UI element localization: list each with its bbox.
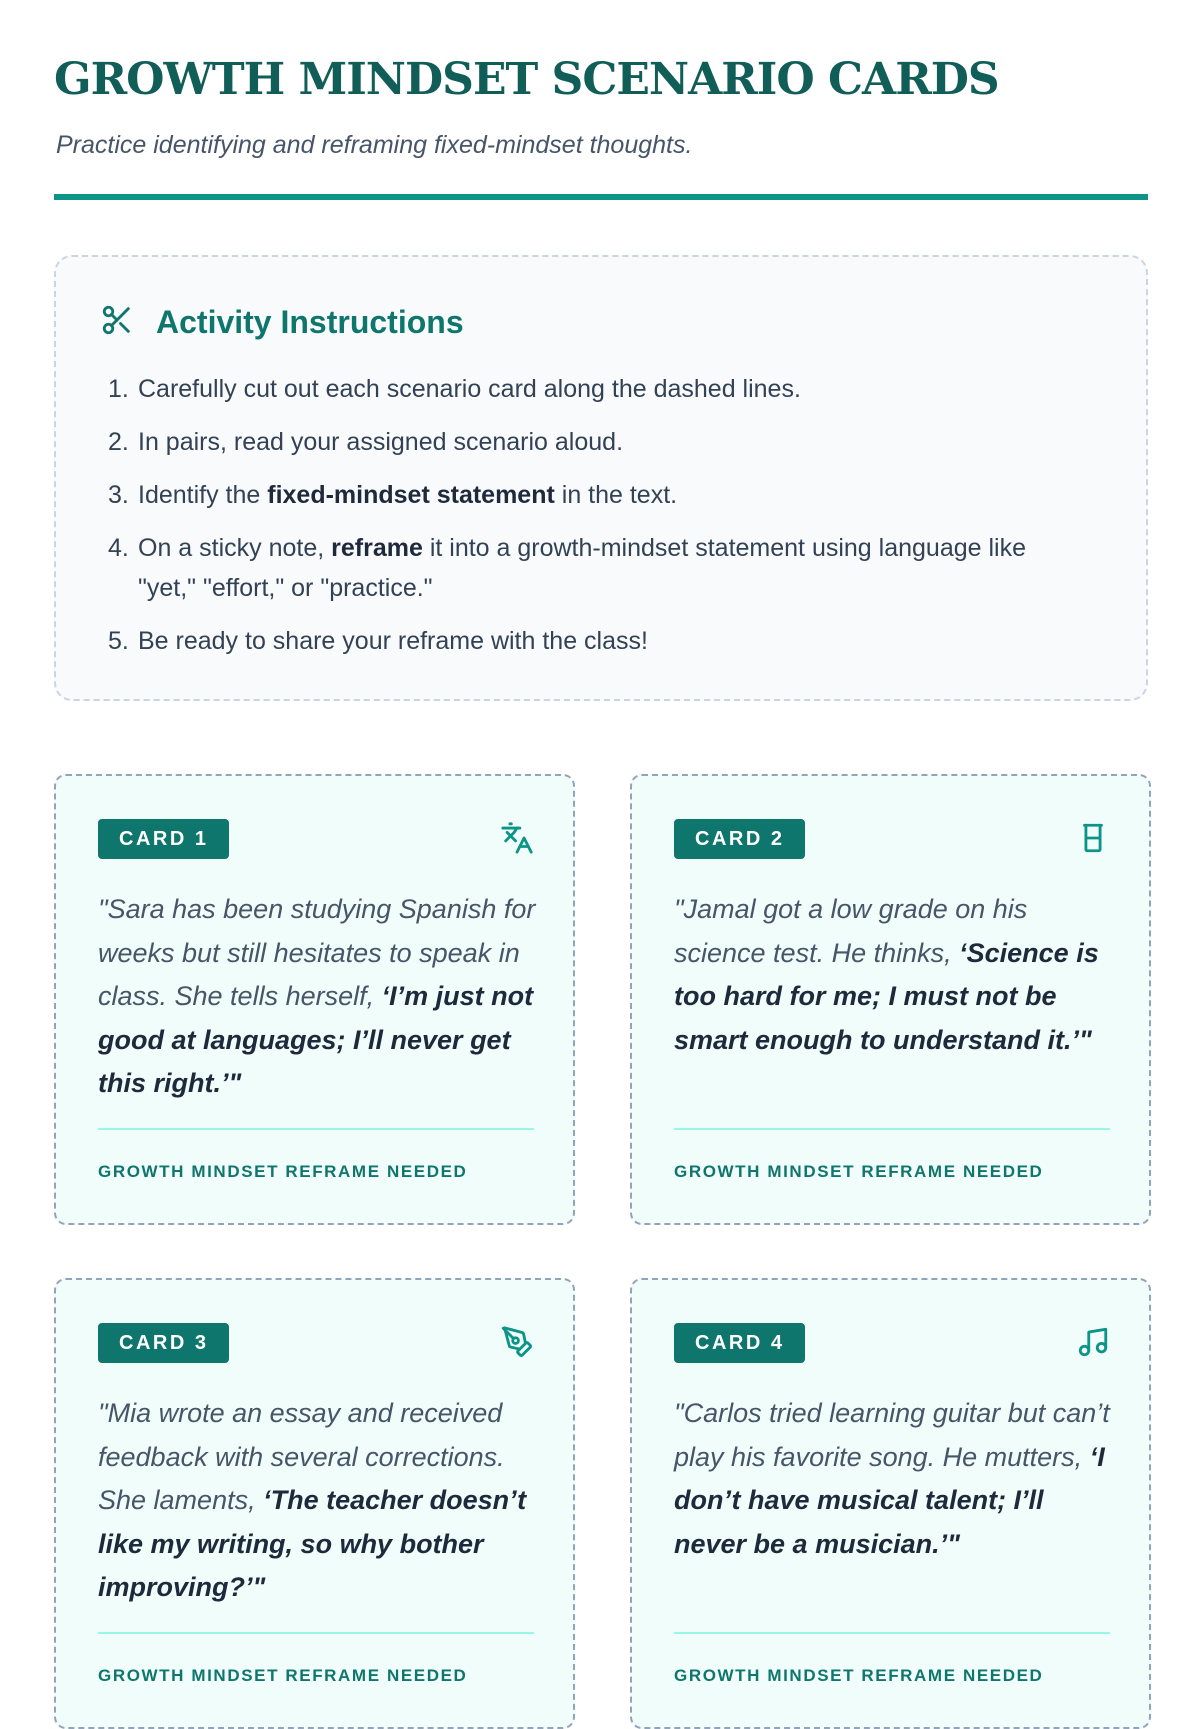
scenario-card-3: [54, 1278, 575, 1729]
scenario-card-2: [630, 774, 1151, 1225]
card-badge: CARD 1: [98, 819, 229, 859]
card-badge: CARD 4: [674, 1323, 805, 1363]
scissors-icon: [100, 303, 156, 342]
fixed-mindset-quote: ‘Science is too hard for me; I must not be smart enough to understand it.’": [674, 937, 1099, 1055]
card-divider: [674, 1128, 1110, 1130]
instruction-step: 2. In pairs, read your assigned scenario aloud.: [108, 428, 624, 456]
instruction-step: 3. Identify the fixed-mindset statement in the text.: [108, 481, 678, 509]
card-footer: GROWTH MINDSET REFRAME NEEDED: [98, 1666, 468, 1685]
scenario-text: "Mia wrote an essay and received feedback with several corrections. She laments, ‘The teacher doesn’t like my writing, so why bother improving?’": [98, 1398, 527, 1602]
title-divider: [54, 194, 1148, 200]
card-badge: CARD 3: [98, 1323, 229, 1363]
card-footer: GROWTH MINDSET REFRAME NEEDED: [674, 1666, 1044, 1685]
pen-icon: [500, 1325, 534, 1359]
instruction-steps: [108, 369, 1088, 674]
scenario-text: "Carlos tried learning guitar but can’t play his favorite song. He mutters, ‘I don’t have musical talent; I’ll never be a musician.’": [674, 1398, 1110, 1559]
instructions-title: Activity Instructions: [156, 304, 464, 340]
scenario-card-1: [54, 774, 575, 1225]
scenario-text: "Sara has been studying Spanish for weeks but still hesitates to speak in class. She tells herself, ‘I’m just not good at languages; I’ll never get this right.’": [98, 894, 536, 1098]
instructions-header: [100, 303, 464, 342]
card-divider: [98, 1128, 534, 1130]
fixed-mindset-quote: ‘The teacher doesn’t like my writing, so why bother improving?’": [98, 1485, 527, 1602]
instruction-step: 1. Carefully cut out each scenario card along the dashed lines.: [108, 375, 801, 403]
fixed-mindset-quote: ‘I don’t have musical talent; I’ll never be a musician.’": [674, 1441, 1105, 1559]
instruction-step: 5. Be ready to share your reframe with the class!: [108, 627, 648, 655]
card-divider: [98, 1632, 534, 1634]
instruction-step: 4. On a sticky note, reframe it into a growth-mindset statement using language like "yet," "effort," or "practice.": [108, 534, 1026, 602]
card-badge: CARD 2: [674, 819, 805, 859]
instructions-panel: [54, 255, 1148, 701]
page-title: GROWTH MINDSET SCENARIO CARDS: [54, 54, 999, 105]
translate-icon: [500, 821, 534, 855]
scenario-text: "Jamal got a low grade on his science test. He thinks, ‘Science is too hard for me; I must not be smart enough to understand it.’": [674, 894, 1099, 1055]
scenario-card-4: [630, 1278, 1151, 1729]
fixed-mindset-quote: ‘I’m just not good at languages; I’ll never get this right.’": [98, 981, 534, 1098]
card-footer: GROWTH MINDSET REFRAME NEEDED: [98, 1162, 468, 1181]
music-note-icon: [1076, 1325, 1110, 1359]
page-subtitle: Practice identifying and reframing fixed-mindset thoughts.: [56, 131, 693, 159]
beaker-icon: [1076, 821, 1110, 855]
card-footer: GROWTH MINDSET REFRAME NEEDED: [674, 1162, 1044, 1181]
card-divider: [674, 1632, 1110, 1634]
